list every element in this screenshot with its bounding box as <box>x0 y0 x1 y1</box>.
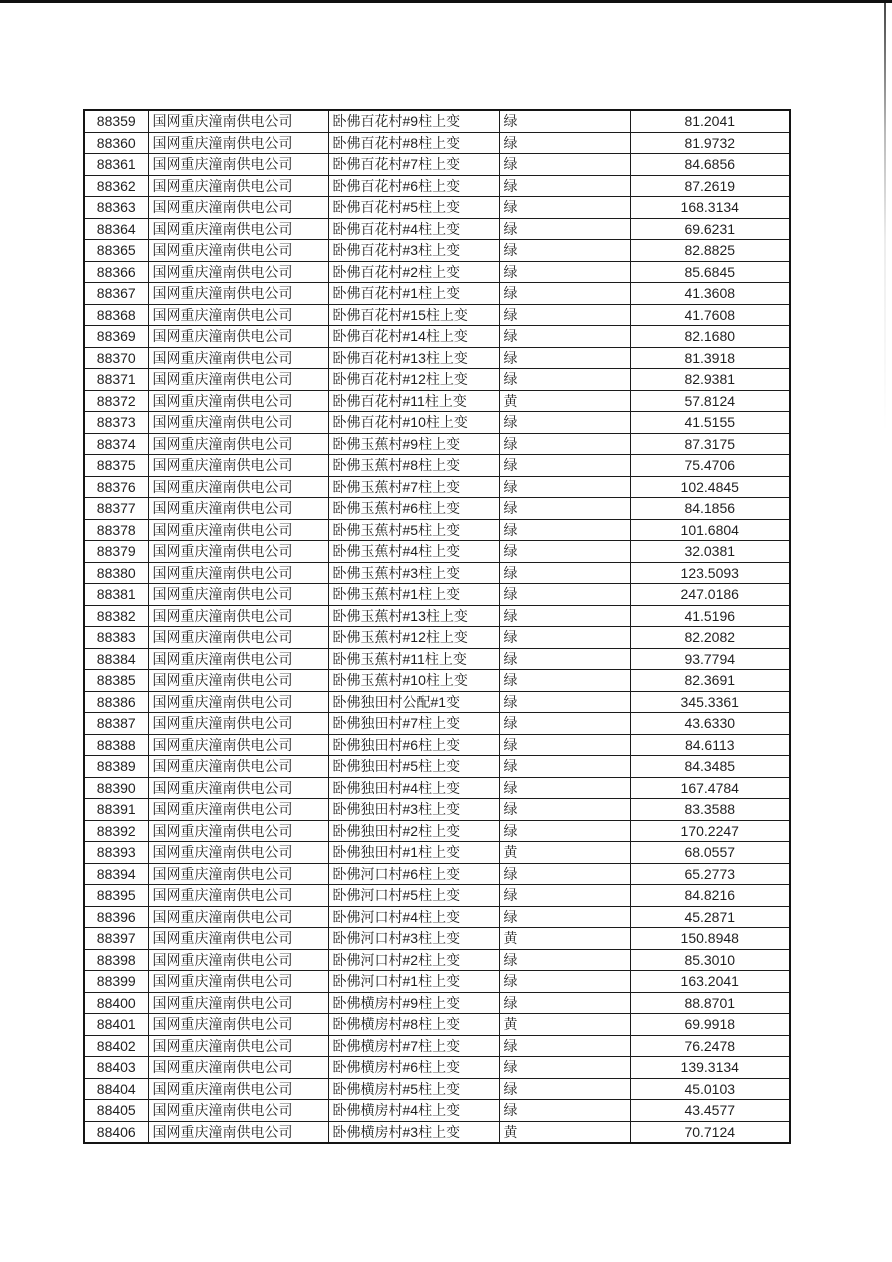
cell-id: 88388 <box>84 734 148 756</box>
cell-name: 卧佛玉蕉村#11柱上变 <box>328 648 499 670</box>
table-body <box>84 110 790 1143</box>
cell-company: 国网重庆潼南供电公司 <box>148 304 328 326</box>
cell-status: 绿 <box>499 1100 630 1122</box>
cell-status: 绿 <box>499 605 630 627</box>
cell-id: 88364 <box>84 218 148 240</box>
cell-status: 黄 <box>499 390 630 412</box>
table-row <box>84 541 790 563</box>
cell-company: 国网重庆潼南供电公司 <box>148 110 328 132</box>
cell-name: 卧佛横房村#6柱上变 <box>328 1057 499 1079</box>
table-row <box>84 1078 790 1100</box>
cell-name: 卧佛百花村#10柱上变 <box>328 412 499 434</box>
cell-id: 88374 <box>84 433 148 455</box>
cell-status: 绿 <box>499 648 630 670</box>
cell-id: 88361 <box>84 154 148 176</box>
cell-id: 88384 <box>84 648 148 670</box>
cell-company: 国网重庆潼南供电公司 <box>148 906 328 928</box>
cell-value: 101.6804 <box>630 519 790 541</box>
table-row <box>84 476 790 498</box>
table-row <box>84 1100 790 1122</box>
cell-value: 83.3588 <box>630 799 790 821</box>
cell-id: 88379 <box>84 541 148 563</box>
cell-company: 国网重庆潼南供电公司 <box>148 455 328 477</box>
cell-value: 85.3010 <box>630 949 790 971</box>
cell-name: 卧佛百花村#15柱上变 <box>328 304 499 326</box>
cell-id: 88400 <box>84 992 148 1014</box>
scan-edge-right <box>884 3 886 433</box>
cell-company: 国网重庆潼南供电公司 <box>148 885 328 907</box>
cell-id: 88369 <box>84 326 148 348</box>
cell-company: 国网重庆潼南供电公司 <box>148 691 328 713</box>
cell-name: 卧佛横房村#9柱上变 <box>328 992 499 1014</box>
table-row <box>84 562 790 584</box>
cell-value: 41.3608 <box>630 283 790 305</box>
cell-id: 88368 <box>84 304 148 326</box>
cell-id: 88399 <box>84 971 148 993</box>
cell-status: 绿 <box>499 734 630 756</box>
table-row <box>84 992 790 1014</box>
table-row <box>84 154 790 176</box>
cell-status: 黄 <box>499 842 630 864</box>
cell-id: 88373 <box>84 412 148 434</box>
table-row <box>84 519 790 541</box>
cell-name: 卧佛河口村#2柱上变 <box>328 949 499 971</box>
cell-id: 88371 <box>84 369 148 391</box>
cell-status: 绿 <box>499 240 630 262</box>
cell-value: 41.7608 <box>630 304 790 326</box>
cell-status: 黄 <box>499 1121 630 1143</box>
cell-status: 绿 <box>499 412 630 434</box>
cell-value: 41.5155 <box>630 412 790 434</box>
cell-name: 卧佛百花村#1柱上变 <box>328 283 499 305</box>
cell-name: 卧佛百花村#2柱上变 <box>328 261 499 283</box>
cell-company: 国网重庆潼南供电公司 <box>148 627 328 649</box>
table-row <box>84 455 790 477</box>
cell-status: 绿 <box>499 906 630 928</box>
cell-name: 卧佛独田村#7柱上变 <box>328 713 499 735</box>
table-row <box>84 110 790 132</box>
cell-status: 绿 <box>499 820 630 842</box>
cell-value: 84.8216 <box>630 885 790 907</box>
table-row <box>84 627 790 649</box>
cell-id: 88377 <box>84 498 148 520</box>
table-row <box>84 885 790 907</box>
cell-name: 卧佛玉蕉村#1柱上变 <box>328 584 499 606</box>
cell-company: 国网重庆潼南供电公司 <box>148 1057 328 1079</box>
table-row <box>84 390 790 412</box>
cell-company: 国网重庆潼南供电公司 <box>148 261 328 283</box>
cell-value: 167.4784 <box>630 777 790 799</box>
cell-id: 88401 <box>84 1014 148 1036</box>
cell-id: 88403 <box>84 1057 148 1079</box>
cell-id: 88405 <box>84 1100 148 1122</box>
cell-status: 绿 <box>499 110 630 132</box>
cell-id: 88394 <box>84 863 148 885</box>
cell-name: 卧佛玉蕉村#7柱上变 <box>328 476 499 498</box>
cell-status: 绿 <box>499 863 630 885</box>
table-row <box>84 218 790 240</box>
cell-company: 国网重庆潼南供电公司 <box>148 240 328 262</box>
table-row <box>84 175 790 197</box>
cell-name: 卧佛玉蕉村#4柱上变 <box>328 541 499 563</box>
cell-name: 卧佛独田村#1柱上变 <box>328 842 499 864</box>
cell-status: 绿 <box>499 218 630 240</box>
cell-name: 卧佛百花村#4柱上变 <box>328 218 499 240</box>
transformer-data-table <box>83 109 791 1144</box>
cell-company: 国网重庆潼南供电公司 <box>148 863 328 885</box>
cell-value: 82.9381 <box>630 369 790 391</box>
cell-name: 卧佛河口村#3柱上变 <box>328 928 499 950</box>
cell-status: 绿 <box>499 691 630 713</box>
cell-company: 国网重庆潼南供电公司 <box>148 971 328 993</box>
cell-value: 88.8701 <box>630 992 790 1014</box>
cell-id: 88366 <box>84 261 148 283</box>
cell-value: 65.2773 <box>630 863 790 885</box>
cell-status: 绿 <box>499 885 630 907</box>
cell-company: 国网重庆潼南供电公司 <box>148 347 328 369</box>
cell-status: 绿 <box>499 584 630 606</box>
table-row <box>84 283 790 305</box>
table-row <box>84 433 790 455</box>
cell-name: 卧佛百花村#7柱上变 <box>328 154 499 176</box>
cell-value: 81.3918 <box>630 347 790 369</box>
cell-status: 绿 <box>499 175 630 197</box>
cell-id: 88389 <box>84 756 148 778</box>
table-row <box>84 261 790 283</box>
cell-name: 卧佛百花村#6柱上变 <box>328 175 499 197</box>
cell-value: 82.8825 <box>630 240 790 262</box>
table-row <box>84 1121 790 1143</box>
cell-name: 卧佛河口村#1柱上变 <box>328 971 499 993</box>
cell-value: 45.2871 <box>630 906 790 928</box>
cell-value: 93.7794 <box>630 648 790 670</box>
cell-status: 绿 <box>499 476 630 498</box>
cell-company: 国网重庆潼南供电公司 <box>148 820 328 842</box>
cell-id: 88380 <box>84 562 148 584</box>
cell-id: 88386 <box>84 691 148 713</box>
table-row <box>84 713 790 735</box>
cell-company: 国网重庆潼南供电公司 <box>148 777 328 799</box>
cell-name: 卧佛百花村#9柱上变 <box>328 110 499 132</box>
cell-company: 国网重庆潼南供电公司 <box>148 713 328 735</box>
cell-id: 88362 <box>84 175 148 197</box>
cell-value: 123.5093 <box>630 562 790 584</box>
cell-name: 卧佛玉蕉村#9柱上变 <box>328 433 499 455</box>
cell-id: 88378 <box>84 519 148 541</box>
table-row <box>84 971 790 993</box>
cell-name: 卧佛独田村#5柱上变 <box>328 756 499 778</box>
cell-id: 88385 <box>84 670 148 692</box>
cell-name: 卧佛百花村#12柱上变 <box>328 369 499 391</box>
cell-id: 88359 <box>84 110 148 132</box>
cell-value: 163.2041 <box>630 971 790 993</box>
cell-company: 国网重庆潼南供电公司 <box>148 1100 328 1122</box>
cell-id: 88391 <box>84 799 148 821</box>
cell-company: 国网重庆潼南供电公司 <box>148 605 328 627</box>
cell-company: 国网重庆潼南供电公司 <box>148 799 328 821</box>
cell-company: 国网重庆潼南供电公司 <box>148 390 328 412</box>
table-row <box>84 304 790 326</box>
cell-value: 150.8948 <box>630 928 790 950</box>
cell-status: 绿 <box>499 283 630 305</box>
cell-name: 卧佛百花村#11柱上变 <box>328 390 499 412</box>
table-row <box>84 648 790 670</box>
cell-status: 黄 <box>499 1014 630 1036</box>
table-row <box>84 1057 790 1079</box>
table-row <box>84 498 790 520</box>
table-row <box>84 584 790 606</box>
cell-value: 84.6113 <box>630 734 790 756</box>
cell-value: 82.3691 <box>630 670 790 692</box>
cell-status: 黄 <box>499 928 630 950</box>
cell-name: 卧佛百花村#14柱上变 <box>328 326 499 348</box>
table-row <box>84 1035 790 1057</box>
cell-value: 84.1856 <box>630 498 790 520</box>
cell-id: 88360 <box>84 132 148 154</box>
cell-id: 88383 <box>84 627 148 649</box>
cell-name: 卧佛百花村#3柱上变 <box>328 240 499 262</box>
cell-value: 43.4577 <box>630 1100 790 1122</box>
cell-value: 168.3134 <box>630 197 790 219</box>
cell-status: 绿 <box>499 1057 630 1079</box>
table-row <box>84 670 790 692</box>
cell-status: 绿 <box>499 756 630 778</box>
cell-id: 88395 <box>84 885 148 907</box>
table-row <box>84 756 790 778</box>
cell-company: 国网重庆潼南供电公司 <box>148 584 328 606</box>
cell-value: 81.9732 <box>630 132 790 154</box>
cell-value: 76.2478 <box>630 1035 790 1057</box>
cell-name: 卧佛玉蕉村#8柱上变 <box>328 455 499 477</box>
cell-value: 170.2247 <box>630 820 790 842</box>
cell-id: 88404 <box>84 1078 148 1100</box>
cell-value: 82.2082 <box>630 627 790 649</box>
table-row <box>84 777 790 799</box>
cell-status: 绿 <box>499 971 630 993</box>
table-row <box>84 347 790 369</box>
cell-company: 国网重庆潼南供电公司 <box>148 670 328 692</box>
table-row <box>84 691 790 713</box>
cell-value: 32.0381 <box>630 541 790 563</box>
cell-company: 国网重庆潼南供电公司 <box>148 1121 328 1143</box>
cell-name: 卧佛玉蕉村#13柱上变 <box>328 605 499 627</box>
cell-value: 102.4845 <box>630 476 790 498</box>
cell-id: 88381 <box>84 584 148 606</box>
cell-company: 国网重庆潼南供电公司 <box>148 369 328 391</box>
cell-value: 84.6856 <box>630 154 790 176</box>
cell-name: 卧佛横房村#4柱上变 <box>328 1100 499 1122</box>
cell-company: 国网重庆潼南供电公司 <box>148 498 328 520</box>
cell-value: 41.5196 <box>630 605 790 627</box>
cell-id: 88372 <box>84 390 148 412</box>
table-row <box>84 1014 790 1036</box>
cell-company: 国网重庆潼南供电公司 <box>148 562 328 584</box>
cell-name: 卧佛横房村#8柱上变 <box>328 1014 499 1036</box>
cell-status: 绿 <box>499 670 630 692</box>
table-row <box>84 369 790 391</box>
cell-status: 绿 <box>499 713 630 735</box>
cell-status: 绿 <box>499 433 630 455</box>
cell-name: 卧佛百花村#5柱上变 <box>328 197 499 219</box>
cell-company: 国网重庆潼南供电公司 <box>148 326 328 348</box>
cell-company: 国网重庆潼南供电公司 <box>148 949 328 971</box>
cell-status: 绿 <box>499 498 630 520</box>
cell-status: 绿 <box>499 519 630 541</box>
cell-value: 69.6231 <box>630 218 790 240</box>
cell-id: 88397 <box>84 928 148 950</box>
cell-value: 82.1680 <box>630 326 790 348</box>
cell-name: 卧佛独田村#3柱上变 <box>328 799 499 821</box>
cell-company: 国网重庆潼南供电公司 <box>148 541 328 563</box>
cell-value: 81.2041 <box>630 110 790 132</box>
cell-name: 卧佛横房村#5柱上变 <box>328 1078 499 1100</box>
cell-company: 国网重庆潼南供电公司 <box>148 734 328 756</box>
cell-status: 绿 <box>499 326 630 348</box>
cell-name: 卧佛百花村#8柱上变 <box>328 132 499 154</box>
cell-name: 卧佛玉蕉村#5柱上变 <box>328 519 499 541</box>
cell-company: 国网重庆潼南供电公司 <box>148 476 328 498</box>
cell-company: 国网重庆潼南供电公司 <box>148 218 328 240</box>
table-row <box>84 820 790 842</box>
cell-id: 88376 <box>84 476 148 498</box>
cell-company: 国网重庆潼南供电公司 <box>148 154 328 176</box>
cell-id: 88387 <box>84 713 148 735</box>
table-row <box>84 412 790 434</box>
cell-value: 139.3134 <box>630 1057 790 1079</box>
cell-company: 国网重庆潼南供电公司 <box>148 132 328 154</box>
cell-id: 88390 <box>84 777 148 799</box>
cell-company: 国网重庆潼南供电公司 <box>148 1078 328 1100</box>
cell-status: 绿 <box>499 1078 630 1100</box>
cell-value: 68.0557 <box>630 842 790 864</box>
cell-status: 绿 <box>499 455 630 477</box>
cell-company: 国网重庆潼南供电公司 <box>148 992 328 1014</box>
cell-name: 卧佛独田村#4柱上变 <box>328 777 499 799</box>
cell-status: 绿 <box>499 132 630 154</box>
cell-company: 国网重庆潼南供电公司 <box>148 842 328 864</box>
cell-value: 345.3361 <box>630 691 790 713</box>
cell-company: 国网重庆潼南供电公司 <box>148 197 328 219</box>
cell-id: 88398 <box>84 949 148 971</box>
table-row <box>84 326 790 348</box>
cell-name: 卧佛玉蕉村#12柱上变 <box>328 627 499 649</box>
cell-name: 卧佛河口村#4柱上变 <box>328 906 499 928</box>
cell-status: 绿 <box>499 369 630 391</box>
table-row <box>84 842 790 864</box>
cell-id: 88402 <box>84 1035 148 1057</box>
cell-id: 88392 <box>84 820 148 842</box>
cell-company: 国网重庆潼南供电公司 <box>148 756 328 778</box>
cell-status: 绿 <box>499 541 630 563</box>
cell-status: 绿 <box>499 627 630 649</box>
cell-value: 247.0186 <box>630 584 790 606</box>
cell-id: 88363 <box>84 197 148 219</box>
cell-company: 国网重庆潼南供电公司 <box>148 1014 328 1036</box>
table-row <box>84 734 790 756</box>
cell-status: 绿 <box>499 949 630 971</box>
cell-company: 国网重庆潼南供电公司 <box>148 519 328 541</box>
cell-id: 88396 <box>84 906 148 928</box>
cell-status: 绿 <box>499 1035 630 1057</box>
cell-value: 87.3175 <box>630 433 790 455</box>
cell-company: 国网重庆潼南供电公司 <box>148 928 328 950</box>
table-row <box>84 863 790 885</box>
cell-name: 卧佛横房村#7柱上变 <box>328 1035 499 1057</box>
cell-name: 卧佛百花村#13柱上变 <box>328 347 499 369</box>
cell-status: 绿 <box>499 261 630 283</box>
cell-id: 88406 <box>84 1121 148 1143</box>
cell-value: 43.6330 <box>630 713 790 735</box>
table-row <box>84 197 790 219</box>
cell-value: 84.3485 <box>630 756 790 778</box>
cell-value: 45.0103 <box>630 1078 790 1100</box>
cell-value: 69.9918 <box>630 1014 790 1036</box>
cell-status: 绿 <box>499 347 630 369</box>
cell-company: 国网重庆潼南供电公司 <box>148 648 328 670</box>
cell-id: 88382 <box>84 605 148 627</box>
cell-company: 国网重庆潼南供电公司 <box>148 412 328 434</box>
cell-company: 国网重庆潼南供电公司 <box>148 283 328 305</box>
cell-company: 国网重庆潼南供电公司 <box>148 1035 328 1057</box>
cell-value: 70.7124 <box>630 1121 790 1143</box>
cell-name: 卧佛独田村#6柱上变 <box>328 734 499 756</box>
cell-id: 88365 <box>84 240 148 262</box>
scan-edge-top <box>0 0 892 3</box>
table-row <box>84 928 790 950</box>
cell-id: 88367 <box>84 283 148 305</box>
cell-status: 绿 <box>499 304 630 326</box>
cell-id: 88375 <box>84 455 148 477</box>
cell-name: 卧佛河口村#5柱上变 <box>328 885 499 907</box>
cell-status: 绿 <box>499 992 630 1014</box>
cell-company: 国网重庆潼南供电公司 <box>148 433 328 455</box>
table-row <box>84 605 790 627</box>
cell-status: 绿 <box>499 799 630 821</box>
cell-id: 88393 <box>84 842 148 864</box>
cell-name: 卧佛玉蕉村#3柱上变 <box>328 562 499 584</box>
cell-name: 卧佛独田村#2柱上变 <box>328 820 499 842</box>
cell-value: 75.4706 <box>630 455 790 477</box>
table-row <box>84 132 790 154</box>
cell-company: 国网重庆潼南供电公司 <box>148 175 328 197</box>
cell-status: 绿 <box>499 197 630 219</box>
cell-name: 卧佛独田村公配#1变 <box>328 691 499 713</box>
table-row <box>84 240 790 262</box>
table-row <box>84 799 790 821</box>
cell-value: 57.8124 <box>630 390 790 412</box>
cell-status: 绿 <box>499 777 630 799</box>
cell-status: 绿 <box>499 154 630 176</box>
cell-status: 绿 <box>499 562 630 584</box>
table-row <box>84 906 790 928</box>
cell-name: 卧佛玉蕉村#10柱上变 <box>328 670 499 692</box>
cell-name: 卧佛横房村#3柱上变 <box>328 1121 499 1143</box>
cell-name: 卧佛玉蕉村#6柱上变 <box>328 498 499 520</box>
cell-name: 卧佛河口村#6柱上变 <box>328 863 499 885</box>
cell-id: 88370 <box>84 347 148 369</box>
cell-value: 87.2619 <box>630 175 790 197</box>
cell-value: 85.6845 <box>630 261 790 283</box>
table-row <box>84 949 790 971</box>
